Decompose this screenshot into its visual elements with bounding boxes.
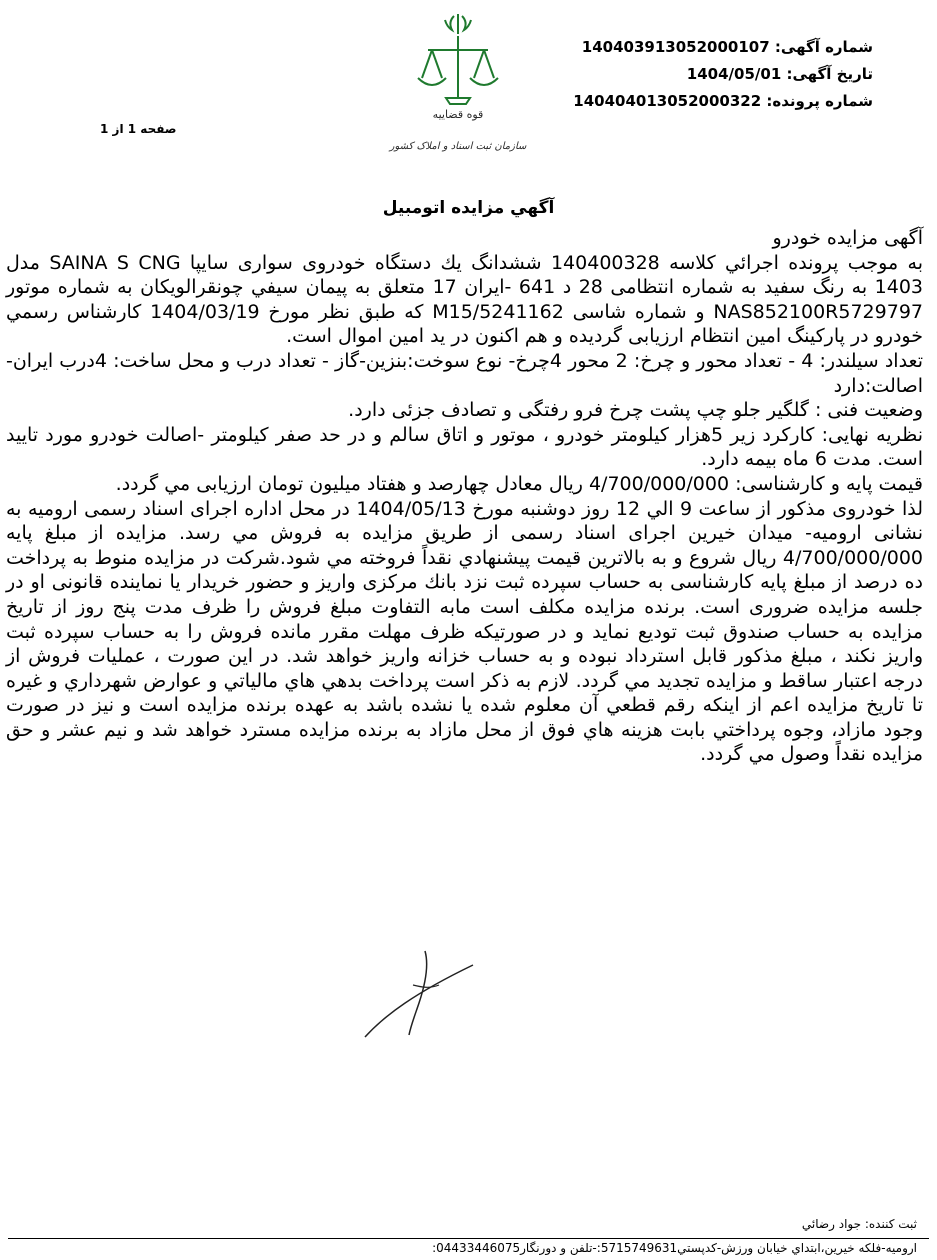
logo-text-judiciary: قوه قضاییه (432, 108, 484, 121)
registrar-name: جواد رضائي (801, 1217, 862, 1231)
ad-meta-block (533, 34, 873, 115)
judiciary-emblem-icon (358, 6, 558, 158)
case-number-label: شماره پرونده: (766, 92, 873, 110)
notice-body (6, 226, 923, 767)
paragraph-specs: تعداد سیلندر: 4 - تعداد محور و چرخ: 2 محور 4چرخ- نوع سوخت:بنزین-گاز - تعداد درب و محل ساخت: 4درب ایران- اصالت:دارد (6, 349, 924, 397)
footer-divider (8, 1238, 929, 1239)
ad-date-label: تاریخ آگهی: (786, 65, 873, 83)
ad-number-value: 14040391305200010‍7 (581, 38, 770, 56)
page-number: صفحه 1 از 1 (100, 122, 177, 136)
case-number-row (533, 88, 873, 115)
ad-number-row (533, 34, 873, 61)
registrar-label: ثبت کننده: (864, 1217, 917, 1231)
document-title: آگهي مزايده اتومبيل (382, 198, 555, 218)
paragraph-heading: آگهی مزایده خودرو (772, 227, 923, 249)
ad-date-value: 1404/05/01 (686, 65, 782, 83)
registrar-line (802, 1217, 917, 1231)
case-number-value: 140404013052000322 (573, 92, 762, 110)
office-address: اروميه-فلكه خيرين،ابتداي خيابان ورزش-كدپستي5715749631:-تلفن و دورنگار04433446075: (432, 1241, 917, 1255)
logo-text-registry: سازمان ثبت اسناد و املاک کشور (389, 141, 527, 152)
paragraph-base-price: قيمت پايه و كارشناسی: 4/700/000/000 ريال معادل چهارصد و هفتاد میلیون تومان ارزيابی مي گردد. (115, 472, 923, 495)
paragraph-auction-terms: لذا خودروی مذكور از ساعت 9 الي 12 روز دوشنبه مورخ 1404/05/13 در محل اداره اجرای اسناد رسمی اروميه به نشانی اروميه- ميدان خيرين اجرای اسناد رسمی از طريق مزايده به فروش مي رسد. مزايده از مبلغ پايه 4/700/000/000 ريال شروع و به بالاترين قيمت پيشنهادي نقداً فروخته مي شود.شركت در مزايده منوط به پرداخت ده درصد از مبلغ پايه كارشناسی به حساب سپرده ثبت نزد بانك مركزی واريز و حضور خريدار يا نماينده قانونی او در جلسه مزايده ضروری است. برنده مزايده مكلف است مابه التفاوت مبلغ فروش را ظرف مدت پنج روز از تاريخ مزايده به حساب صندوق ثبت توديع نمايد و در صورتيكه ظرف مهلت مقرر مانده فروش را به حساب سپرده ثبت واريز نكند ، مبلغ مذكور قابل استرداد نبوده و به حساب خزانه واريز خواهد شد. در اين صورت ، عمليات فروش از درجه اعتبار ساقط و مزايده تجديد مي گردد. لازم به ذكر است پرداخت بدهي هاي مالياتي و عوارض شهرداري و غيره تا تاريخ مزايده اعم از اينكه رقم قطعي آن معلوم شده يا نشده باشد به عهده برنده مزايده است و نيز در صورت وجود مازاد، وجوه پرداختي بابت هزينه هاي فوق از محل مازاد به برنده مزايده مسترد خواهد شد و نيم عشر و حق مزايده نقداً وصول مي گردد. (6, 497, 924, 766)
ad-number-label: شماره آگهی: (774, 38, 873, 56)
paragraph-final-opinion: نظریه نهایی: کارکرد زیر 5هزار کیلومتر خودرو ، موتور و اتاق سالم و در حد صفر کیلومتر -اصالت خودرو مورد تایید است. مدت 6 ماه بیمه دارد. (6, 423, 923, 471)
signature-icon (355, 945, 485, 1045)
ad-date-row (533, 61, 873, 88)
paragraph-technical-status: وضعیت فنی : گلگیر جلو چپ پشت چرخ فرو رفتگی و تصادف جزئی دارد. (348, 399, 923, 422)
paragraph-case-details: به موجب پرونده اجرائي كلاسه 140400328 ششدانگ يك دستگاه خودروی سواری سايپا SAINA S CNG مدل 1403 به رنگ سفيد به شماره انتظامی 28 د 641 -ایران 17 متعلق به پيمان سيفي چونقرالويكان به شماره موتور NAS852100R5729797 و شماره شاسی M15/5241162 كه طبق نظر مورخ 1404/03/19 كارشناس رسمي خودرو در پاركينگ امين انتظام ارزيابی گرديده و هم اکنون در يد امين اموال است. (6, 251, 923, 348)
